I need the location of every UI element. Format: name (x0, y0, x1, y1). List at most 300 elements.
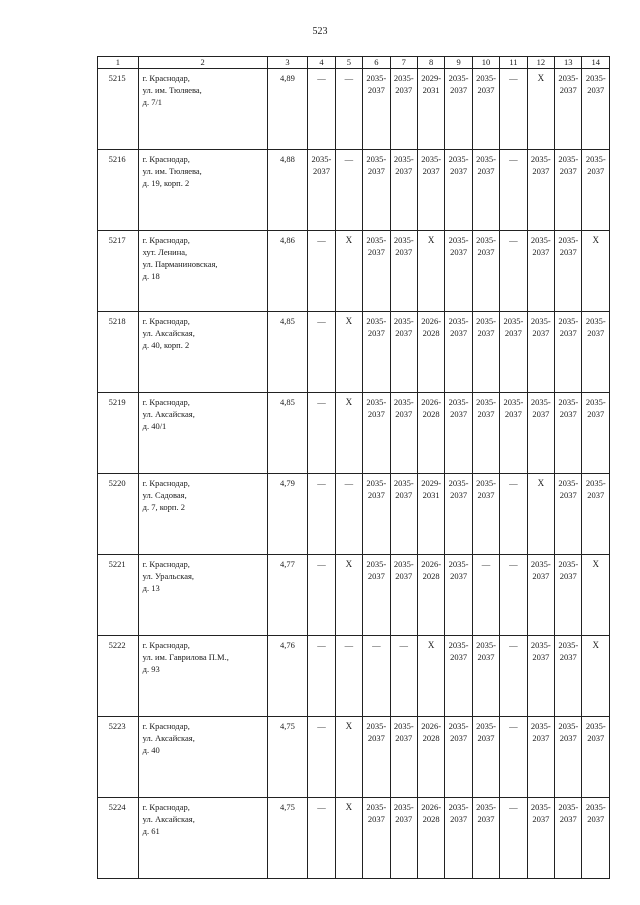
work-period-cell (500, 69, 527, 150)
address-line: д. 7, корп. 2 (142, 502, 185, 512)
work-period-cell (390, 150, 417, 231)
row-number: 5222 (98, 636, 139, 717)
address-line: ул. Аксайская, (142, 814, 195, 824)
table-row (98, 555, 610, 636)
work-period-cell (363, 150, 390, 231)
work-period-cell (308, 555, 335, 636)
address-line: д. 13 (142, 583, 160, 593)
work-period-cell (445, 69, 472, 150)
table-row (98, 150, 610, 231)
work-period-value: 2035- 2037 (585, 802, 606, 824)
work-period-cell (417, 312, 444, 393)
work-period-cell (335, 393, 362, 474)
address-line: д. 18 (142, 271, 160, 281)
work-period-value: 2035- 2037 (558, 397, 579, 419)
work-period-cell (555, 231, 582, 312)
work-period-cell (445, 312, 472, 393)
table-row (98, 474, 610, 555)
work-period-cell (500, 798, 527, 879)
address-line: ул. Уральская, (142, 571, 195, 581)
work-period-cell (472, 393, 499, 474)
work-period-cell (582, 393, 610, 474)
address-line: ул. Аксайская, (142, 733, 195, 743)
work-period-value: Х (345, 397, 353, 407)
address-line: г. Краснодар, (142, 640, 190, 650)
work-period-cell (555, 798, 582, 879)
work-period-value: 2035- 2037 (393, 154, 414, 176)
address-line: д. 61 (142, 826, 160, 836)
work-period-cell (363, 636, 390, 717)
work-period-value: 2035- 2037 (530, 640, 551, 662)
work-period-cell (555, 555, 582, 636)
work-period-value: Х (345, 721, 353, 731)
work-period-value: 2035- 2037 (558, 478, 579, 500)
work-period-cell (500, 150, 527, 231)
work-period-value: — (509, 559, 518, 569)
work-period-value: — (509, 73, 518, 83)
work-period-cell (527, 474, 554, 555)
work-period-cell (390, 393, 417, 474)
work-period-value: — (317, 397, 326, 407)
work-period-cell (335, 636, 362, 717)
work-period-cell (417, 69, 444, 150)
work-period-cell (445, 717, 472, 798)
work-period-cell (582, 150, 610, 231)
work-period-cell (335, 474, 362, 555)
cost-cell: 4,89 (267, 69, 308, 150)
work-period-cell (472, 231, 499, 312)
address-line: ул. Аксайская, (142, 328, 195, 338)
table-row (98, 69, 610, 150)
work-period-cell (500, 393, 527, 474)
work-period-cell (527, 312, 554, 393)
work-period-cell (390, 231, 417, 312)
work-period-value: 2035- 2037 (558, 316, 579, 338)
work-period-value: 2035- 2037 (393, 73, 414, 95)
address-line: ул. им. Тюляева, (142, 166, 202, 176)
work-period-cell (527, 636, 554, 717)
work-period-value: Х (592, 235, 599, 245)
work-period-value: Х (537, 478, 545, 488)
work-period-value: 2035- 2037 (585, 478, 606, 500)
work-period-cell (500, 474, 527, 555)
work-period-value: 2026- 2028 (421, 559, 442, 581)
work-period-cell (472, 636, 499, 717)
column-header-1: 1 (98, 57, 139, 69)
work-period-cell (445, 231, 472, 312)
work-period-value: 2035- 2037 (448, 73, 469, 95)
work-period-cell (445, 555, 472, 636)
work-period-value: 2035- 2037 (476, 640, 496, 662)
work-period-cell (417, 636, 444, 717)
work-period-value: 2035- 2037 (530, 721, 551, 743)
work-period-value: 2029- 2031 (421, 478, 442, 500)
work-period-value: 2035- 2037 (366, 316, 387, 338)
address-line: д. 40 (142, 745, 160, 755)
work-period-cell (417, 474, 444, 555)
work-period-value: 2035- 2037 (448, 154, 469, 176)
work-period-value: — (509, 640, 518, 650)
work-period-value: 2035- 2037 (366, 478, 387, 500)
address-line: д. 40, корп. 2 (142, 340, 190, 350)
address-line: ул. им. Гаврилова П.М., (142, 652, 229, 662)
work-period-value: — (344, 640, 354, 650)
work-period-value: 2035- 2037 (366, 721, 387, 743)
work-period-value: 2035- 2037 (476, 73, 496, 95)
work-period-value: Х (345, 559, 353, 569)
work-period-cell (527, 69, 554, 150)
work-period-value: — (481, 559, 491, 569)
column-header-2: 2 (138, 57, 267, 69)
work-period-cell (363, 69, 390, 150)
address-cell (138, 555, 267, 636)
work-period-value: Х (592, 640, 599, 650)
work-period-cell (445, 150, 472, 231)
work-period-cell (308, 636, 335, 717)
column-header-4: 4 (308, 57, 335, 69)
work-period-cell (527, 231, 554, 312)
row-number: 5219 (98, 393, 139, 474)
work-period-value: — (344, 73, 354, 83)
work-period-value: 2035- 2037 (448, 559, 469, 581)
row-number: 5216 (98, 150, 139, 231)
address-line: ул. им. Тюляева, (142, 85, 202, 95)
address-cell (138, 474, 267, 555)
work-period-value: Х (592, 559, 599, 569)
work-period-value: 2035- 2037 (476, 316, 496, 338)
work-period-cell (582, 312, 610, 393)
address-line: г. Краснодар, (142, 721, 190, 731)
address-cell (138, 231, 267, 312)
cost-cell: 4,79 (267, 474, 308, 555)
work-period-cell (363, 393, 390, 474)
work-period-value: 2035- 2037 (585, 721, 606, 743)
work-period-value: 2035- 2037 (530, 397, 551, 419)
work-period-cell (527, 150, 554, 231)
work-period-value: 2035- 2037 (558, 235, 579, 257)
work-period-cell (390, 636, 417, 717)
work-period-value: 2035- 2037 (530, 559, 551, 581)
work-period-cell (472, 798, 499, 879)
work-period-cell (335, 312, 362, 393)
row-number: 5223 (98, 717, 139, 798)
column-header-9: 9 (445, 57, 472, 69)
column-header-6: 6 (363, 57, 390, 69)
work-period-value: 2035- 2037 (366, 397, 387, 419)
work-period-value: 2035- 2037 (530, 154, 551, 176)
work-period-value: 2029- 2031 (421, 73, 442, 95)
work-period-value: 2026- 2028 (421, 316, 442, 338)
work-period-cell (582, 474, 610, 555)
work-period-value: 2035- 2037 (476, 721, 496, 743)
work-period-cell (335, 69, 362, 150)
work-period-cell (472, 474, 499, 555)
row-number: 5221 (98, 555, 139, 636)
work-period-value: 2035- 2037 (393, 316, 414, 338)
work-period-cell (308, 312, 335, 393)
work-period-value: — (317, 316, 326, 326)
address-cell (138, 636, 267, 717)
work-period-cell (335, 150, 362, 231)
work-period-value: — (344, 478, 354, 488)
work-period-cell (390, 717, 417, 798)
work-period-value: 2035- 2037 (558, 154, 579, 176)
address-line: хут. Ленина, (142, 247, 188, 257)
work-period-value: — (509, 802, 518, 812)
cost-cell: 4,75 (267, 717, 308, 798)
work-period-value: 2026- 2028 (421, 802, 442, 824)
work-period-cell (500, 636, 527, 717)
work-period-value: Х (537, 73, 545, 83)
work-period-value: 2035- 2037 (421, 154, 442, 176)
row-number: 5220 (98, 474, 139, 555)
work-period-value: 2035- 2037 (448, 802, 469, 824)
work-period-value: 2026- 2028 (421, 397, 442, 419)
work-period-value: Х (427, 640, 435, 650)
table-row (98, 393, 610, 474)
work-period-value: — (317, 559, 326, 569)
work-period-value: 2035- 2037 (366, 73, 387, 95)
work-period-value: 2035- 2037 (393, 802, 414, 824)
work-period-cell (308, 69, 335, 150)
work-period-value: 2035- 2037 (448, 640, 469, 662)
work-period-cell (417, 231, 444, 312)
row-number: 5218 (98, 312, 139, 393)
address-line: г. Краснодар, (142, 397, 190, 407)
work-period-cell (527, 717, 554, 798)
work-period-value: 2035- 2037 (476, 802, 496, 824)
column-header-3: 3 (267, 57, 308, 69)
work-period-value: 2035- 2037 (585, 397, 606, 419)
work-period-value: Х (345, 235, 353, 245)
work-period-value: 2035- 2037 (366, 235, 387, 257)
work-period-cell (390, 555, 417, 636)
work-period-cell (363, 231, 390, 312)
work-period-value: — (509, 478, 518, 488)
work-period-cell (582, 717, 610, 798)
work-period-value: 2035- 2037 (558, 640, 579, 662)
work-period-cell (417, 798, 444, 879)
address-line: д. 40/1 (142, 421, 167, 431)
work-period-value: — (317, 235, 326, 245)
work-period-cell (445, 798, 472, 879)
address-line: г. Краснодар, (142, 73, 190, 83)
work-period-cell (582, 69, 610, 150)
work-period-value: 2035- 2037 (476, 235, 496, 257)
work-period-value: — (372, 640, 381, 650)
work-period-cell (527, 393, 554, 474)
work-period-cell (363, 717, 390, 798)
table-row (98, 636, 610, 717)
address-line: г. Краснодар, (142, 478, 190, 488)
address-line: ул. Парманиновская, (142, 259, 218, 269)
work-period-cell (390, 69, 417, 150)
row-number: 5217 (98, 231, 139, 312)
work-period-cell (500, 231, 527, 312)
cost-cell: 4,75 (267, 798, 308, 879)
work-period-value: 2035- 2037 (366, 559, 387, 581)
address-line: г. Краснодар, (142, 559, 190, 569)
address-cell (138, 393, 267, 474)
table-body (98, 69, 610, 879)
work-period-cell (308, 474, 335, 555)
work-period-value: — (509, 154, 518, 164)
work-period-cell (555, 717, 582, 798)
work-period-cell (472, 150, 499, 231)
address-line: г. Краснодар, (142, 802, 190, 812)
work-period-cell (363, 312, 390, 393)
work-period-cell (555, 636, 582, 717)
column-header-14: 14 (582, 57, 610, 69)
cost-cell: 4,85 (267, 393, 308, 474)
work-period-cell (582, 636, 610, 717)
cost-cell: 4,85 (267, 312, 308, 393)
cost-cell: 4,86 (267, 231, 308, 312)
work-period-cell (417, 717, 444, 798)
address-cell (138, 69, 267, 150)
work-period-value: 2035- 2037 (448, 478, 469, 500)
address-line: г. Краснодар, (142, 154, 190, 164)
address-line: г. Краснодар, (142, 316, 190, 326)
row-number: 5224 (98, 798, 139, 879)
work-period-value: 2035- 2037 (530, 802, 551, 824)
cost-cell: 4,76 (267, 636, 308, 717)
work-period-value: 2035- 2037 (311, 154, 332, 176)
work-period-value: 2035- 2037 (585, 316, 606, 338)
work-period-value: — (317, 802, 326, 812)
column-header-11: 11 (500, 57, 527, 69)
row-number: 5215 (98, 69, 139, 150)
work-period-cell (417, 393, 444, 474)
address-cell (138, 150, 267, 231)
work-period-value: 2035- 2037 (393, 559, 414, 581)
work-period-value: 2035- 2037 (530, 316, 551, 338)
column-header-5: 5 (335, 57, 362, 69)
work-period-cell (555, 393, 582, 474)
cost-cell: 4,77 (267, 555, 308, 636)
work-period-cell (445, 636, 472, 717)
table-row (98, 231, 610, 312)
work-period-value: Х (427, 235, 435, 245)
work-period-cell (417, 555, 444, 636)
work-period-value: 2035- 2037 (585, 73, 606, 95)
work-period-cell (335, 798, 362, 879)
column-header-7: 7 (390, 57, 417, 69)
work-period-value: 2035- 2037 (448, 397, 469, 419)
work-period-value: 2035- 2037 (476, 478, 496, 500)
work-period-value: 2026- 2028 (421, 721, 442, 743)
work-period-cell (472, 717, 499, 798)
work-period-cell (390, 798, 417, 879)
work-period-value: 2035- 2037 (585, 154, 606, 176)
work-period-cell (555, 474, 582, 555)
work-period-value: — (317, 478, 326, 488)
address-line: д. 7/1 (142, 97, 163, 107)
work-period-cell (445, 474, 472, 555)
address-cell (138, 798, 267, 879)
table-row (98, 312, 610, 393)
work-period-cell (308, 393, 335, 474)
work-period-cell (472, 555, 499, 636)
address-line: г. Краснодар, (142, 235, 190, 245)
column-header-10: 10 (472, 57, 499, 69)
address-line: ул. Аксайская, (142, 409, 195, 419)
address-line: д. 19, корп. 2 (142, 178, 190, 188)
work-period-value: 2035- 2037 (503, 316, 524, 338)
work-period-value: 2035- 2037 (448, 316, 469, 338)
work-period-cell (500, 717, 527, 798)
work-period-cell (582, 798, 610, 879)
address-cell (138, 312, 267, 393)
work-period-value: 2035- 2037 (558, 721, 579, 743)
work-period-cell (335, 555, 362, 636)
header-row (98, 57, 610, 69)
work-period-value: 2035- 2037 (558, 802, 579, 824)
work-period-value: Х (345, 316, 353, 326)
column-header-13: 13 (555, 57, 582, 69)
work-period-cell (335, 717, 362, 798)
work-period-value: 2035- 2037 (393, 721, 414, 743)
work-period-value: 2035- 2037 (366, 154, 387, 176)
work-period-cell (472, 312, 499, 393)
work-period-value: 2035- 2037 (530, 235, 551, 257)
work-period-value: Х (345, 802, 353, 812)
work-period-cell (363, 555, 390, 636)
column-header-8: 8 (417, 57, 444, 69)
work-period-value: 2035- 2037 (558, 73, 579, 95)
page-number: 523 (312, 26, 328, 37)
work-period-cell (417, 150, 444, 231)
work-period-cell (527, 798, 554, 879)
work-period-value: 2035- 2037 (366, 802, 387, 824)
work-period-cell (308, 798, 335, 879)
work-period-cell (363, 798, 390, 879)
work-period-cell (390, 474, 417, 555)
work-period-value: 2035- 2037 (393, 397, 414, 419)
work-period-value: 2035- 2037 (393, 235, 414, 257)
work-period-cell (445, 393, 472, 474)
work-period-cell (335, 231, 362, 312)
work-period-cell (582, 231, 610, 312)
work-period-value: — (317, 640, 326, 650)
work-period-cell (555, 312, 582, 393)
work-period-value: — (317, 73, 326, 83)
cost-cell: 4,88 (267, 150, 308, 231)
work-period-cell (308, 717, 335, 798)
work-period-value: — (317, 721, 326, 731)
work-period-value: — (399, 640, 408, 650)
work-period-value: 2035- 2037 (476, 397, 496, 419)
work-period-cell (472, 69, 499, 150)
work-period-value: — (344, 154, 354, 164)
table-row (98, 717, 610, 798)
work-period-value: 2035- 2037 (476, 154, 496, 176)
work-period-cell (308, 150, 335, 231)
work-period-value: 2035- 2037 (393, 478, 414, 500)
work-period-cell (500, 555, 527, 636)
column-header-12: 12 (527, 57, 554, 69)
address-line: д. 93 (142, 664, 160, 674)
work-period-value: 2035- 2037 (503, 397, 524, 419)
work-period-cell (555, 150, 582, 231)
work-period-cell (500, 312, 527, 393)
work-period-value: — (509, 235, 518, 245)
table-row (98, 798, 610, 879)
work-period-value: 2035- 2037 (448, 721, 469, 743)
work-period-cell (527, 555, 554, 636)
address-cell (138, 717, 267, 798)
address-line: ул. Садовая, (142, 490, 187, 500)
